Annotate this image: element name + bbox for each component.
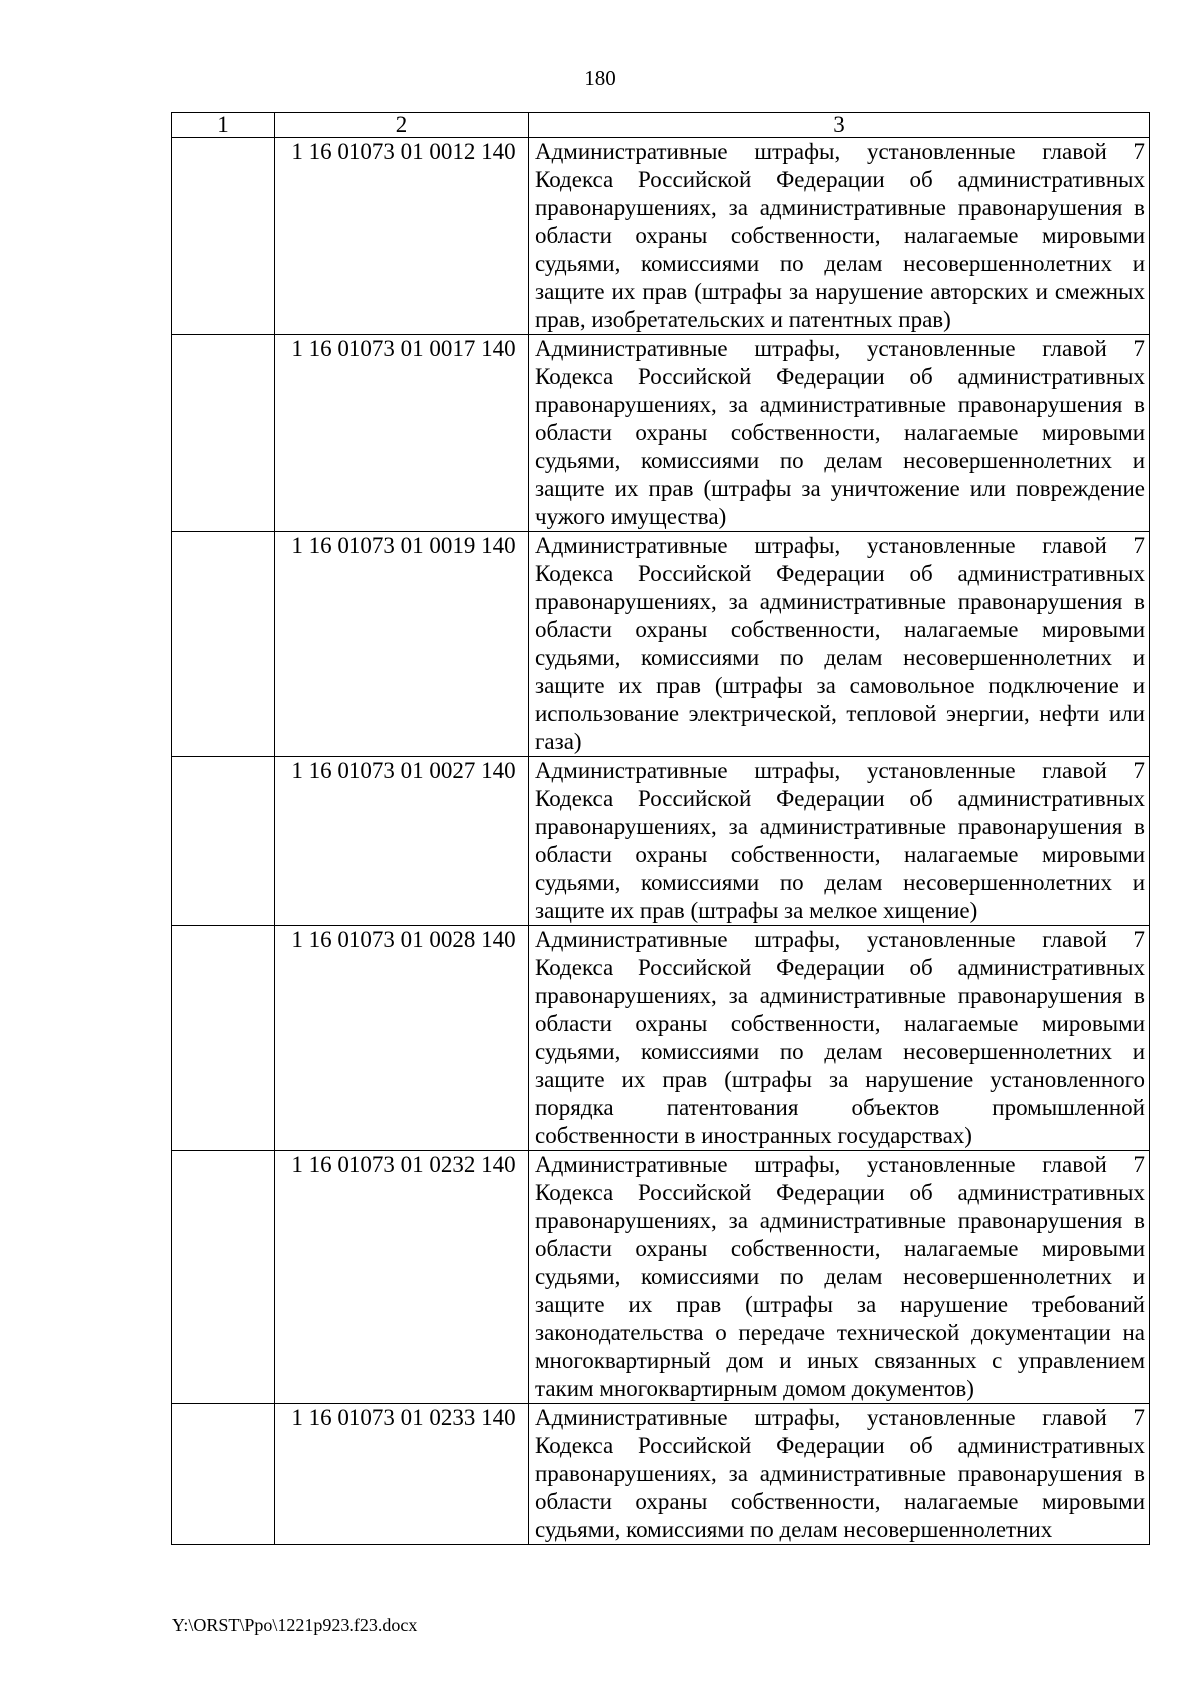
code-cell: 1 16 01073 01 0017 140 bbox=[275, 335, 529, 532]
table-row bbox=[172, 1151, 1150, 1404]
table-row bbox=[172, 926, 1150, 1151]
code-cell: 1 16 01073 01 0028 140 bbox=[275, 926, 529, 1151]
description-cell: Административные штрафы, установленные главой 7 Кодекса Российской Федерации об административных правонарушениях, за административные правонарушения в области охраны собственности, налагаемые мировыми судьями, комиссиями по делам несовершеннолетних и защите их прав (штрафы за нарушение авторских и смежных прав, изобретательских и патентных прав) bbox=[529, 138, 1150, 335]
column-header-3: 3 bbox=[529, 113, 1150, 138]
table-row bbox=[172, 138, 1150, 335]
table-row bbox=[172, 757, 1150, 926]
description-cell: Административные штрафы, установленные главой 7 Кодекса Российской Федерации об административных правонарушениях, за административные правонарушения в области охраны собственности, налагаемые мировыми судьями, комиссиями по делам несовершеннолетних и защите их прав (штрафы за мелкое хищение) bbox=[529, 757, 1150, 926]
table-row bbox=[172, 1404, 1150, 1545]
row-number-cell bbox=[172, 757, 275, 926]
row-number-cell bbox=[172, 926, 275, 1151]
description-cell: Административные штрафы, установленные главой 7 Кодекса Российской Федерации об административных правонарушениях, за административные правонарушения в области охраны собственности, налагаемые мировыми судьями, комиссиями по делам несовершеннолетних и защите их прав (штрафы за нарушение требований законодательства о передаче технической документации на многоквартирный дом и иных связанных с управлением таким многоквартирным домом документов) bbox=[529, 1151, 1150, 1404]
code-cell: 1 16 01073 01 0019 140 bbox=[275, 532, 529, 757]
description-cell: Административные штрафы, установленные главой 7 Кодекса Российской Федерации об административных правонарушениях, за административные правонарушения в области охраны собственности, налагаемые мировыми судьями, комиссиями по делам несовершеннолетних и защите их прав (штрафы за самовольное подключение и использование электрической, тепловой энергии, нефти или газа) bbox=[529, 532, 1150, 757]
code-cell: 1 16 01073 01 0027 140 bbox=[275, 757, 529, 926]
table-row bbox=[172, 335, 1150, 532]
row-number-cell bbox=[172, 138, 275, 335]
column-header-2: 2 bbox=[275, 113, 529, 138]
description-cell: Административные штрафы, установленные главой 7 Кодекса Российской Федерации об административных правонарушениях, за административные правонарушения в области охраны собственности, налагаемые мировыми судьями, комиссиями по делам несовершеннолетних и защите их прав (штрафы за нарушение установленного порядка патентования объектов промышленной собственности в иностранных государствах) bbox=[529, 926, 1150, 1151]
description-cell: Административные штрафы, установленные главой 7 Кодекса Российской Федерации об административных правонарушениях, за административные правонарушения в области охраны собственности, налагаемые мировыми судьями, комиссиями по делам несовершеннолетних bbox=[529, 1404, 1150, 1545]
column-header-1: 1 bbox=[172, 113, 275, 138]
page-number: 180 bbox=[584, 66, 616, 90]
description-cell: Административные штрафы, установленные главой 7 Кодекса Российской Федерации об административных правонарушениях, за административные правонарушения в области охраны собственности, налагаемые мировыми судьями, комиссиями по делам несовершеннолетних и защите их прав (штрафы за уничтожение или повреждение чужого имущества) bbox=[529, 335, 1150, 532]
row-number-cell bbox=[172, 335, 275, 532]
row-number-cell bbox=[172, 1151, 275, 1404]
code-cell: 1 16 01073 01 0012 140 bbox=[275, 138, 529, 335]
code-cell: 1 16 01073 01 0233 140 bbox=[275, 1404, 529, 1545]
row-number-cell bbox=[172, 532, 275, 757]
table-header-row bbox=[172, 113, 1150, 138]
table-row bbox=[172, 532, 1150, 757]
file-path-footer: Y:\ORST\Ppo\1221p923.f23.docx bbox=[172, 1615, 418, 1635]
code-cell: 1 16 01073 01 0232 140 bbox=[275, 1151, 529, 1404]
budget-codes-table bbox=[171, 112, 1150, 1545]
row-number-cell bbox=[172, 1404, 275, 1545]
